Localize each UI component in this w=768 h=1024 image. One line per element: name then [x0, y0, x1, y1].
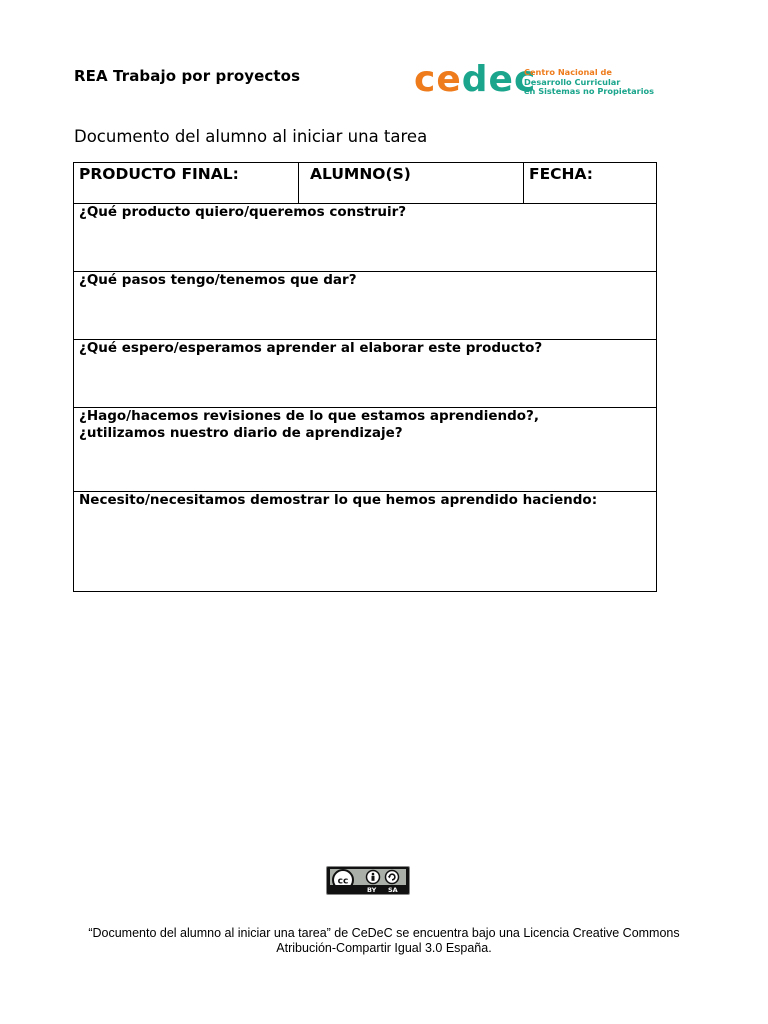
question-label: ¿Qué espero/esperamos aprender al elaborar este producto? — [79, 340, 543, 356]
table-row — [74, 204, 656, 272]
logo-subtitle-line1: Centro Nacional de — [524, 67, 612, 77]
header-producto-final: PRODUCTO FINAL: — [74, 163, 299, 203]
attribution-icon-head — [372, 873, 375, 876]
logo-subtitle-line3: en Sistemas no Propietarios — [524, 86, 655, 96]
license-line2: Atribución-Compartir Igual 3.0 España. — [276, 941, 492, 955]
table-row — [74, 492, 656, 591]
header-title: REA Trabajo por proyectos — [74, 67, 301, 85]
document-title: Documento del alumno al iniciar una tarea — [74, 127, 428, 146]
logo-subtitle — [524, 68, 654, 97]
logo-subtitle-line2: Desarrollo Curricular — [524, 76, 621, 87]
question-label: ¿Qué pasos tengo/tenemos que dar? — [79, 272, 357, 288]
logo-wordmark-dec: dec — [461, 59, 537, 100]
logo-wordmark-ce: ce — [414, 59, 462, 100]
cc-badge-icons-area — [330, 869, 406, 885]
header-fecha: FECHA: — [529, 165, 594, 183]
share-alike-icon — [386, 871, 399, 884]
table-row — [74, 272, 656, 340]
cedec-logo — [414, 59, 655, 102]
creative-commons-badge[interactable] — [326, 866, 410, 895]
cc-by-label: BY — [367, 886, 377, 894]
attribution-icon-body — [372, 876, 375, 881]
cc-sa-label: SA — [388, 886, 398, 894]
question-label: Necesito/necesitamos demostrar lo que hemos aprendido haciendo: — [79, 492, 598, 508]
table-row — [74, 340, 656, 408]
table-header-row — [74, 163, 656, 204]
question-label: ¿Qué producto quiero/queremos construir? — [79, 204, 407, 220]
table-row — [74, 408, 656, 492]
cc-icons — [330, 869, 406, 885]
license-footer — [0, 926, 768, 956]
header-alumnos: ALUMNO(S) — [299, 163, 524, 203]
cc-icon-text: cc — [337, 876, 349, 885]
logo-wordmark — [414, 60, 536, 100]
license-line1: “Documento del alumno al iniciar una tarea” de CeDeC se encuentra bajo una Licencia Creative Commons — [88, 926, 680, 940]
question-label: ¿Hago/hacemos revisiones de lo que estamos aprendiendo?, ¿utilizamos nuestro diario de aprendizaje? — [79, 408, 539, 441]
student-form-table — [73, 162, 657, 592]
